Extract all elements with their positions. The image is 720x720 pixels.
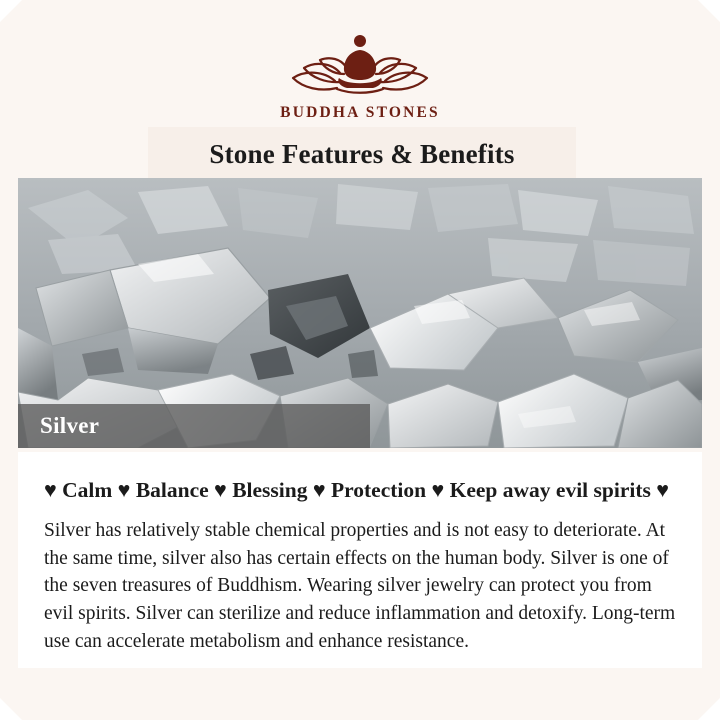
- brand-logo: [0, 26, 720, 122]
- stone-description: Silver has relatively stable chemical properties and is not easy to deteriorate. At the same time, silver also has certain effects on the human body. Silver is one of the seven treasures of Buddhism. Wearing silver jewelry can protect you from evil spirits. Silver can sterilize and reduce inflammation and detoxify. Long-term use can accelerate metabolism and enhance resistance.: [44, 520, 676, 652]
- stone-description-panel: [18, 452, 702, 668]
- stone-name: Silver: [40, 413, 100, 438]
- section-title-band: [148, 127, 576, 181]
- stone-name-ribbon: [18, 404, 370, 448]
- corner-notch-top-right: [698, 0, 720, 22]
- stone-keywords: ♥ Calm ♥ Balance ♥ Blessing ♥ Protection ♥ Keep away evil spirits ♥: [44, 478, 670, 502]
- corner-notch-bottom-right: [698, 698, 720, 720]
- page-title: Stone Features & Benefits: [209, 138, 515, 169]
- lotus-meditation-icon: [285, 26, 435, 100]
- brand-name: BUDDHA STONES: [280, 104, 440, 121]
- corner-notch-bottom-left: [0, 698, 22, 720]
- corner-notch-top-left: [0, 0, 22, 22]
